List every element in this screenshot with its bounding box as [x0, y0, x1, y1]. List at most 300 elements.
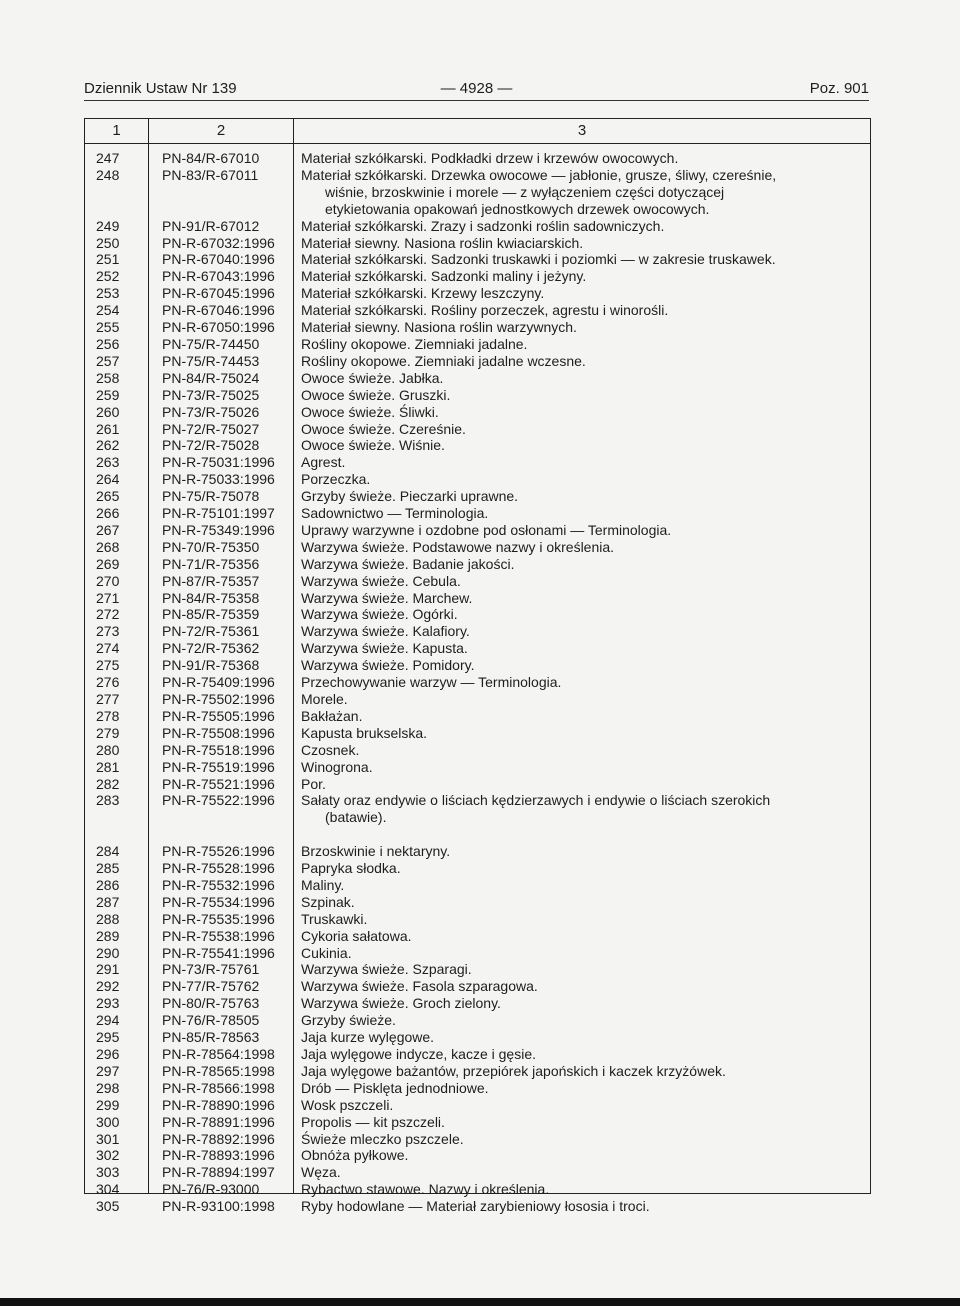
row-number: 299	[96, 1096, 120, 1113]
standard-title	[294, 336, 870, 353]
row-number: 269	[96, 555, 120, 572]
title-line: Warzywa świeże. Pomidory.	[301, 657, 475, 674]
title-line: Kapusta brukselska.	[301, 724, 428, 741]
table-row	[85, 488, 870, 505]
standard-title	[294, 776, 870, 793]
standard-code: PN-R-75522:1996	[162, 792, 275, 809]
title-line: Materiał szkółkarski. Rośliny porzeczek, agrestu i winorośli.	[301, 302, 669, 319]
standard-code: PN-R-78892:1996	[162, 1130, 275, 1147]
table-row	[85, 387, 870, 404]
table-row	[85, 1046, 870, 1063]
row-number: 282	[96, 775, 120, 792]
title-line: Owoce świeże. Jabłka.	[301, 369, 444, 386]
table-row	[85, 370, 870, 387]
standard-title	[294, 1114, 870, 1131]
title-line: Jaja kurze wylęgowe.	[301, 1029, 435, 1046]
standard-code: PN-75/R-74450	[162, 335, 260, 352]
title-line: Maliny.	[301, 876, 345, 893]
title-line: Agrest.	[301, 454, 346, 471]
standard-title	[294, 1097, 870, 1114]
standard-title	[294, 674, 870, 691]
standard-code: PN-R-75535:1996	[162, 910, 275, 927]
row-number: 262	[96, 437, 120, 454]
row-number: 300	[96, 1113, 120, 1130]
table-row	[85, 302, 870, 319]
row-number: 259	[96, 386, 120, 403]
standard-title	[294, 488, 870, 505]
table-row	[85, 640, 870, 657]
table-row	[85, 573, 870, 590]
title-line: Bakłażan.	[301, 707, 363, 724]
table-row	[85, 894, 870, 911]
standard-code: PN-72/R-75027	[162, 420, 260, 437]
standard-code: PN-84/R-75024	[162, 369, 260, 386]
standard-title	[294, 235, 870, 252]
standard-title	[294, 1147, 870, 1164]
row-number: 254	[96, 302, 120, 319]
standard-code: PN-85/R-75359	[162, 606, 260, 623]
table-row	[85, 319, 870, 336]
row-number: 296	[96, 1046, 120, 1063]
table-row	[85, 860, 870, 877]
table-row	[85, 150, 870, 167]
row-number: 270	[96, 572, 120, 589]
standard-title	[294, 1063, 870, 1080]
standard-code: PN-70/R-75350	[162, 538, 260, 555]
title-line: Materiał szkółkarski. Sadzonki truskawki i poziomki — w zakresie truskawek.	[301, 251, 776, 268]
standard-title	[294, 759, 870, 776]
standard-title	[294, 573, 870, 590]
standard-code: PN-R-78565:1998	[162, 1062, 275, 1079]
row-number: 294	[96, 1012, 120, 1029]
row-number: 253	[96, 285, 120, 302]
row-number: 302	[96, 1147, 120, 1164]
table-row	[85, 454, 870, 471]
title-line: Owoce świeże. Śliwki.	[301, 403, 439, 420]
standard-code: PN-R-75101:1997	[162, 505, 275, 522]
title-line: Papryka słodka.	[301, 860, 401, 877]
table-row	[85, 437, 870, 454]
row-number: 260	[96, 403, 120, 420]
standard-title	[294, 623, 870, 640]
table-row	[85, 1080, 870, 1097]
table-row	[85, 742, 870, 759]
standard-title	[294, 167, 870, 218]
title-line: Węza.	[301, 1164, 341, 1181]
standard-code: PN-R-67046:1996	[162, 302, 275, 319]
title-line: Materiał szkółkarski. Sadzonki maliny i jeżyny.	[301, 268, 587, 285]
title-line: Warzywa świeże. Kapusta.	[301, 640, 468, 657]
standard-code: PN-R-75519:1996	[162, 758, 275, 775]
standard-title	[294, 353, 870, 370]
title-line: Warzywa świeże. Cebula.	[301, 572, 461, 589]
standard-title	[294, 742, 870, 759]
standard-title	[294, 1046, 870, 1063]
standard-title	[294, 251, 870, 268]
title-line: Warzywa świeże. Groch zielony.	[301, 995, 501, 1012]
standard-title	[294, 1131, 870, 1148]
row-number: 261	[96, 420, 120, 437]
title-line: Materiał siewny. Nasiona roślin warzywnych.	[301, 319, 577, 336]
scan-edge	[0, 1298, 960, 1306]
row-number: 268	[96, 538, 120, 555]
table-row	[85, 421, 870, 438]
table-row	[85, 590, 870, 607]
standard-title	[294, 911, 870, 928]
row-number: 252	[96, 268, 120, 285]
title-line: Owoce świeże. Wiśnie.	[301, 437, 445, 454]
standard-code: PN-91/R-75368	[162, 657, 260, 674]
title-line: Propolis — kit pszczeli.	[301, 1113, 445, 1130]
table-row	[85, 691, 870, 708]
table-row	[85, 792, 870, 826]
title-line: Szpinak.	[301, 893, 355, 910]
standard-code: PN-77/R-75762	[162, 978, 260, 995]
position-number: Poz. 901	[809, 80, 869, 97]
standard-code: PN-R-75518:1996	[162, 741, 275, 758]
table-row	[85, 1198, 870, 1215]
title-line: Materiał siewny. Nasiona roślin kwiaciarskich.	[301, 234, 584, 251]
table-row	[85, 1029, 870, 1046]
title-line: Drób — Pisklęta jednodniowe.	[301, 1079, 489, 1096]
table-row	[85, 285, 870, 302]
title-line: Materiał szkółkarski. Krzewy leszczyny.	[301, 285, 545, 302]
title-line: Wosk pszczeli.	[301, 1096, 394, 1113]
table-row	[85, 877, 870, 894]
title-line: Ryby hodowlane — Materiał zarybieniowy łososia i troci.	[301, 1198, 650, 1215]
table-row	[85, 1164, 870, 1181]
table-row	[85, 1181, 870, 1198]
standard-code: PN-75/R-75078	[162, 488, 260, 505]
title-line: Winogrona.	[301, 758, 373, 775]
table-row	[85, 1131, 870, 1148]
standard-title	[294, 877, 870, 894]
standard-title	[294, 370, 870, 387]
row-number: 267	[96, 521, 120, 538]
title-line: Materiał szkółkarski. Drzewka owocowe — jabłonie, grusze, śliwy, czereśnie,	[301, 166, 777, 183]
standard-code: PN-91/R-67012	[162, 217, 260, 234]
row-number: 264	[96, 471, 120, 488]
standard-code: PN-80/R-75763	[162, 995, 260, 1012]
row-number: 277	[96, 691, 120, 707]
row-number: 281	[96, 758, 120, 775]
standard-title	[294, 285, 870, 302]
standard-code: PN-72/R-75028	[162, 437, 260, 454]
row-number: 272	[96, 606, 120, 623]
title-line: Truskawki.	[301, 910, 368, 927]
standards-table	[84, 118, 871, 1215]
table-row	[85, 336, 870, 353]
title-line: Grzyby świeże. Pieczarki uprawne.	[301, 488, 519, 505]
title-line: Sadownictwo — Terminologia.	[301, 505, 489, 522]
title-line: wiśnie, brzoskwinie i morele — z wyłączeniem części dotyczącej	[325, 183, 725, 200]
row-number: 301	[96, 1130, 120, 1147]
standard-title	[294, 268, 870, 285]
row-number: 258	[96, 369, 120, 386]
row-number: 278	[96, 707, 120, 724]
title-line: Materiał szkółkarski. Zrazy i sadzonki roślin sadowniczych.	[301, 217, 665, 234]
title-line: Owoce świeże. Gruszki.	[301, 386, 451, 403]
row-number: 288	[96, 910, 120, 927]
row-number: 250	[96, 234, 120, 251]
table-row	[85, 776, 870, 793]
row-number: 287	[96, 893, 120, 910]
standard-code: PN-R-67050:1996	[162, 319, 275, 336]
table-row	[85, 623, 870, 640]
table-body	[85, 150, 870, 1215]
standard-title	[294, 725, 870, 742]
table-row	[85, 1012, 870, 1029]
standard-code: PN-R-67043:1996	[162, 268, 275, 285]
standard-title	[294, 1181, 870, 1198]
column-header-2: 2	[216, 122, 226, 139]
row-number: 271	[96, 589, 120, 606]
row-number: 247	[96, 150, 120, 166]
title-line: Jaja wylęgowe bażantów, przepiórek japońskich i kaczek krzyżówek.	[301, 1062, 726, 1079]
standard-code: PN-R-93100:1998	[162, 1198, 275, 1215]
standard-code: PN-R-75528:1996	[162, 860, 275, 877]
title-line: Cukinia.	[301, 944, 352, 961]
standard-title	[294, 1029, 870, 1046]
standard-code: PN-R-67045:1996	[162, 285, 275, 302]
title-line: Por.	[301, 775, 326, 792]
row-number: 276	[96, 674, 120, 691]
standard-title	[294, 1080, 870, 1097]
standard-code: PN-R-75031:1996	[162, 454, 275, 471]
title-line: Czosnek.	[301, 741, 360, 758]
table-row	[85, 995, 870, 1012]
row-number: 286	[96, 876, 120, 893]
title-line: Porzeczka.	[301, 471, 371, 488]
title-line: Obnóża pyłkowe.	[301, 1147, 409, 1164]
table-row	[85, 708, 870, 725]
table-row	[85, 556, 870, 573]
standard-code: PN-73/R-75026	[162, 403, 260, 420]
title-line: Warzywa świeże. Badanie jakości.	[301, 555, 515, 572]
row-number: 279	[96, 724, 120, 741]
standard-code: PN-R-75409:1996	[162, 674, 275, 691]
table-row	[85, 945, 870, 962]
standard-title	[294, 843, 870, 860]
standard-title	[294, 150, 870, 167]
row-number: 292	[96, 978, 120, 995]
table-row	[85, 725, 870, 742]
table-row	[85, 657, 870, 674]
table-row	[85, 268, 870, 285]
standard-code: PN-72/R-75362	[162, 640, 260, 657]
row-number: 293	[96, 995, 120, 1012]
standard-title	[294, 606, 870, 623]
standard-title	[294, 792, 870, 826]
row-number: 290	[96, 944, 120, 961]
title-line: Rybactwo stawowe. Nazwy i określenia.	[301, 1181, 550, 1198]
standard-title	[294, 302, 870, 319]
row-number: 275	[96, 657, 120, 674]
standard-code: PN-R-78890:1996	[162, 1096, 275, 1113]
title-line: etykietowania opakowań jednostkowych drzewek owocowych.	[325, 200, 710, 217]
standard-code: PN-R-67040:1996	[162, 251, 275, 268]
standard-title	[294, 387, 870, 404]
standard-code: PN-R-75508:1996	[162, 724, 275, 741]
title-line: Warzywa świeże. Podstawowe nazwy i określenia.	[301, 538, 615, 555]
row-number: 273	[96, 623, 120, 640]
standard-title	[294, 1198, 870, 1215]
table-row	[85, 674, 870, 691]
standard-code: PN-R-75521:1996	[162, 775, 275, 792]
row-number: 266	[96, 505, 120, 522]
standard-title	[294, 1012, 870, 1029]
standard-code: PN-76/R-93000	[162, 1181, 260, 1198]
standard-code: PN-84/R-75358	[162, 589, 260, 606]
standard-title	[294, 437, 870, 454]
title-line: Jaja wylęgowe indycze, kacze i gęsie.	[301, 1046, 537, 1063]
row-number: 289	[96, 927, 120, 944]
standard-code: PN-73/R-75025	[162, 386, 260, 403]
table-row	[85, 1097, 870, 1114]
standard-title	[294, 218, 870, 235]
standard-code: PN-R-78893:1996	[162, 1147, 275, 1164]
title-line: Świeże mleczko pszczele.	[301, 1130, 464, 1147]
standard-title	[294, 556, 870, 573]
row-number: 255	[96, 319, 120, 336]
standard-title	[294, 1164, 870, 1181]
standard-title	[294, 404, 870, 421]
standard-code: PN-84/R-67010	[162, 150, 260, 166]
title-line: Warzywa świeże. Ogórki.	[301, 606, 458, 623]
standard-title	[294, 505, 870, 522]
title-line: Sałaty oraz endywie o liściach kędzierzawych i endywie o liściach szerokich	[301, 792, 771, 809]
standard-code: PN-R-78566:1998	[162, 1079, 275, 1096]
row-number: 285	[96, 860, 120, 877]
standard-code: PN-R-75033:1996	[162, 471, 275, 488]
row-number: 295	[96, 1029, 120, 1046]
standard-code: PN-83/R-67011	[162, 166, 259, 183]
table-row	[85, 1063, 870, 1080]
standard-title	[294, 860, 870, 877]
standard-code: PN-R-78894:1997	[162, 1164, 275, 1181]
row-number: 251	[96, 251, 120, 268]
standard-title	[294, 319, 870, 336]
row-number: 303	[96, 1164, 120, 1181]
standard-title	[294, 978, 870, 995]
standard-code: PN-75/R-74453	[162, 352, 260, 369]
page-number: — 4928 —	[440, 80, 513, 97]
row-number: 305	[96, 1198, 120, 1215]
standard-code: PN-71/R-75356	[162, 555, 260, 572]
standard-code: PN-R-75541:1996	[162, 944, 275, 961]
title-line: Rośliny okopowe. Ziemniaki jadalne wczesne.	[301, 352, 586, 369]
standard-code: PN-72/R-75361	[162, 623, 260, 640]
row-number: 263	[96, 454, 120, 471]
table-row	[85, 505, 870, 522]
table-row	[85, 235, 870, 252]
standard-code: PN-R-75538:1996	[162, 927, 275, 944]
row-number: 280	[96, 741, 120, 758]
title-line: Cykoria sałatowa.	[301, 927, 412, 944]
table-row	[85, 1147, 870, 1164]
table-row	[85, 471, 870, 488]
title-line: (batawie).	[325, 809, 387, 826]
row-number: 265	[96, 488, 120, 505]
table-row	[85, 911, 870, 928]
standard-code: PN-R-67032:1996	[162, 234, 275, 251]
row-number: 297	[96, 1062, 120, 1079]
title-line: Warzywa świeże. Marchew.	[301, 589, 473, 606]
table-row	[85, 251, 870, 268]
standard-title	[294, 945, 870, 962]
row-number: 249	[96, 217, 120, 234]
row-number: 298	[96, 1079, 120, 1096]
column-header-3: 3	[577, 122, 587, 139]
standard-code: PN-R-78891:1996	[162, 1113, 275, 1130]
table-row	[85, 353, 870, 370]
row-number: 257	[96, 352, 120, 369]
standard-code: PN-85/R-78563	[162, 1029, 260, 1046]
title-line: Materiał szkółkarski. Podkładki drzew i krzewów owocowych.	[301, 150, 679, 166]
table-row	[85, 978, 870, 995]
standard-code: PN-R-75502:1996	[162, 691, 275, 707]
title-line: Owoce świeże. Czereśnie.	[301, 420, 466, 437]
table-row	[85, 928, 870, 945]
table-row	[85, 1114, 870, 1131]
standard-code: PN-R-75349:1996	[162, 521, 275, 538]
row-number: 274	[96, 640, 120, 657]
standard-code: PN-R-75526:1996	[162, 843, 275, 860]
standard-code: PN-87/R-75357	[162, 572, 260, 589]
standard-title	[294, 640, 870, 657]
table-row	[85, 759, 870, 776]
standard-title	[294, 961, 870, 978]
table-row	[85, 404, 870, 421]
title-line: Warzywa świeże. Kalafiory.	[301, 623, 470, 640]
title-line: Grzyby świeże.	[301, 1012, 396, 1029]
row-number: 283	[96, 792, 120, 809]
table-row	[85, 167, 870, 218]
title-line: Przechowywanie warzyw — Terminologia.	[301, 674, 562, 691]
standard-title	[294, 454, 870, 471]
standard-title	[294, 928, 870, 945]
standard-title	[294, 691, 870, 708]
table-row	[85, 961, 870, 978]
table-row	[85, 522, 870, 539]
column-header-1: 1	[112, 122, 121, 139]
standard-title	[294, 522, 870, 539]
standard-title	[294, 995, 870, 1012]
standard-title	[294, 708, 870, 725]
title-line: Uprawy warzywne i ozdobne pod osłonami — Terminologia.	[301, 521, 672, 538]
standard-code: PN-76/R-78505	[162, 1012, 260, 1029]
standard-title	[294, 657, 870, 674]
table-row	[85, 843, 870, 860]
standard-title	[294, 539, 870, 556]
standard-code: PN-R-78564:1998	[162, 1046, 275, 1063]
journal-title: Dziennik Ustaw Nr 139	[84, 80, 237, 97]
standard-title	[294, 590, 870, 607]
row-number: 304	[96, 1181, 120, 1198]
row-number: 291	[96, 961, 120, 978]
table-row	[85, 606, 870, 623]
standard-code: PN-73/R-75761	[162, 961, 260, 978]
title-line: Brzoskwinie i nektaryny.	[301, 843, 451, 860]
standard-code: PN-R-75534:1996	[162, 893, 275, 910]
row-number: 284	[96, 843, 120, 860]
table-row	[85, 539, 870, 556]
title-line: Warzywa świeże. Szparagi.	[301, 961, 472, 978]
row-number: 248	[96, 166, 120, 183]
page-header	[84, 78, 869, 101]
title-line: Warzywa świeże. Fasola szparagowa.	[301, 978, 538, 995]
title-line: Morele.	[301, 691, 348, 707]
